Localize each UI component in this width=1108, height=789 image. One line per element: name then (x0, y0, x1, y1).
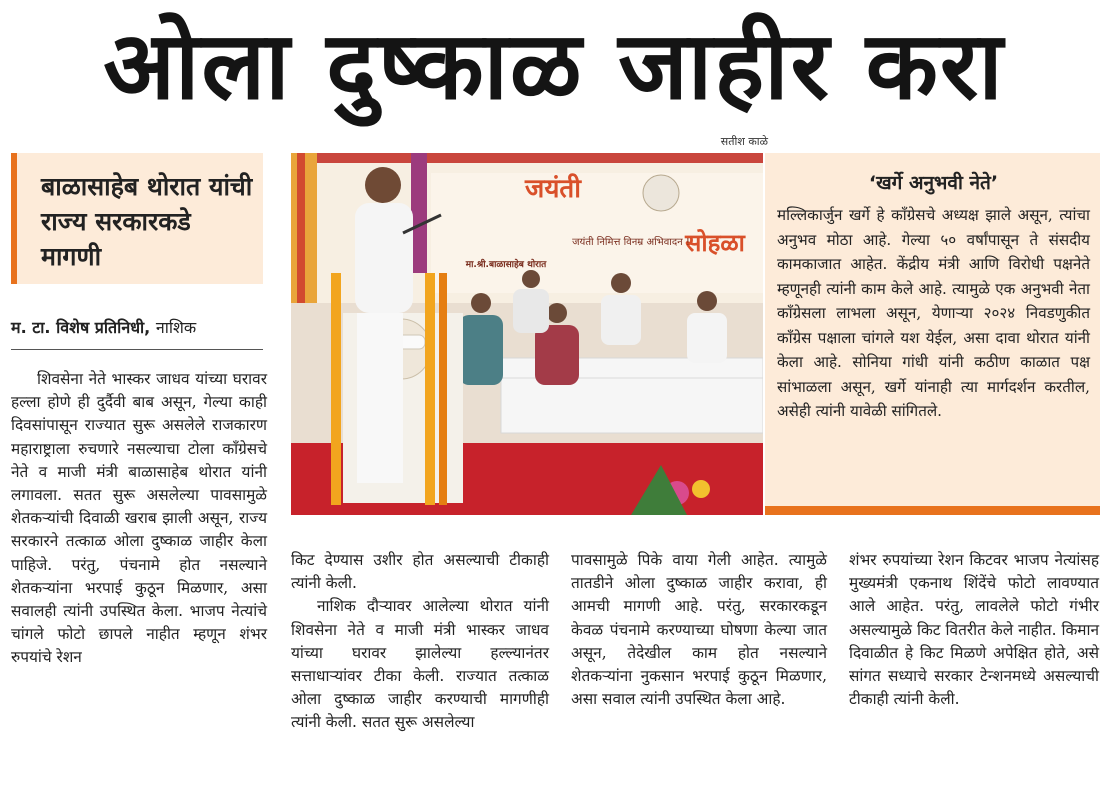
article-paragraph: शिवसेना नेते भास्कर जाधव यांच्या घरावर हल्ला होणे ही दुर्दैवी बाब असून, गेल्या काही दिवसांपासून राज्यात सुरू असलेले राजकारण महाराष्ट्राला रुचणारे नसल्याचा टोला काँग्रेसचे नेते व माजी मंत्री बाळासाहेब थोरात यांनी लगावला. सतत सुरू असलेल्या पावसामुळे शेतकऱ्यांची दिवाळी खराब झाली असून, राज्य सरकारने तत्काळ ओला दुष्काळ जाहीर केला पाहिजे. परंतु, पंचनामे होत नसल्याने शेतकऱ्यांना भरपाई कुठून मिळणार, असा सवालही त्यांनी उपस्थित केला. भाजप नेत्यांचे चांगले फोटो छापले नाहीत म्हणून शंभर रुपयांचे रेशन (11, 370, 267, 667)
article-paragraph: नाशिक दौऱ्यावर आलेल्या थोरात यांनी शिवसेना नेते व माजी मंत्री भास्कर जाधव यांच्या घरावर झालेल्या हल्ल्यानंतर सत्ताधाऱ्यांवर टीका केली. राज्यात तत्काळ ओला दुष्काळ जाहीर करण्याची मागणीही त्यांनी केली. सतत सुरू असलेल्या (291, 597, 549, 732)
event-photo-illustration (291, 153, 763, 515)
article-paragraph: पावसामुळे पिके वाया गेली आहेत. त्यामुळे तातडीने ओला दुष्काळ जाहीर करावा, ही आमची मागणी आहे. परंतु, सरकारकडून केवळ पंचनामे करण्याच्या घोषणा केल्या जात असून, तेदेखील काम होत नसल्याने शेतकऱ्यांना नुकसान भरपाई कुठून मिळणार, असा सवाल त्यांनी उपस्थित केला आहे. (571, 551, 827, 709)
byline-name: म. टा. विशेष प्रतिनिधी, (11, 318, 151, 337)
banner-subtitle: जयंती निमित्त विनम्र अभिवादन ! (572, 237, 690, 248)
sidebar-body: मल्लिकार्जुन खर्गे हे काँग्रेसचे अध्यक्ष झाले असून, त्यांचा अनुभव मोठा आहे. गेल्या ५० वर्षांपासून ते संसदीय कामकाजात आहेत. केंद्रीय मंत्री आणि विरोधी पक्षनेते म्हणूनही त्यांनी काम केले आहे. त्यामुळे एक अनुभवी नेता काँग्रेसला लाभला असून, येणाऱ्या २०२४ निवडणुकीत काँग्रेस पक्षाला चांगले यश येईल, असा दावा थोरात यांनी केला आहे. सोनिया गांधी यांनी कठीण काळात पक्ष सांभाळला असून, खर्गे यांनाही त्या मार्गदर्शन करतील, असेही त्यांनी यावेळी सांगितले. (777, 206, 1090, 420)
subheadline-box (11, 153, 263, 284)
article-column-3 (571, 549, 827, 711)
subheadline: बाळासाहेब थोरात यांची राज्य सरकारकडे मागणी (41, 172, 253, 271)
article-paragraph: किट देण्यास उशीर होत असल्याची टीकाही त्यांनी केली. (291, 551, 549, 593)
article-column-1 (11, 368, 267, 670)
banner-title-right: सोहळा (685, 229, 745, 257)
photo-credit: सतीश काळे (720, 135, 768, 148)
headline: ओला दुष्काळ जाहीर करा (103, 12, 1005, 121)
article-column-4 (849, 549, 1099, 711)
sidebar-box (765, 153, 1100, 515)
banner-name: मा.श्री.बाळासाहेब थोरात (465, 260, 547, 270)
sidebar-title: ‘खर्गे अनुभवी नेते’ (868, 172, 999, 194)
banner-title-left: जयंती (525, 174, 581, 204)
event-photo (291, 153, 763, 515)
byline (11, 316, 263, 338)
byline-place: नाशिक (155, 318, 197, 337)
byline-rule (11, 349, 263, 350)
article-paragraph: शंभर रुपयांच्या रेशन किटवर भाजप नेत्यांसह मुख्यमंत्री एकनाथ शिंदेंचे फोटो लावण्यात आले आहेत. परंतु, लावलेले फोटो गंभीर असल्यामुळे किट वितरीत केले नाहीत. किमान दिवाळीत हे किट मिळणे अपेक्षित होते, असे सांगत सध्याचे सरकार टेन्शनमध्ये असल्याची टीकाही त्यांनी केली. (849, 551, 1099, 709)
article-column-2 (291, 549, 549, 735)
